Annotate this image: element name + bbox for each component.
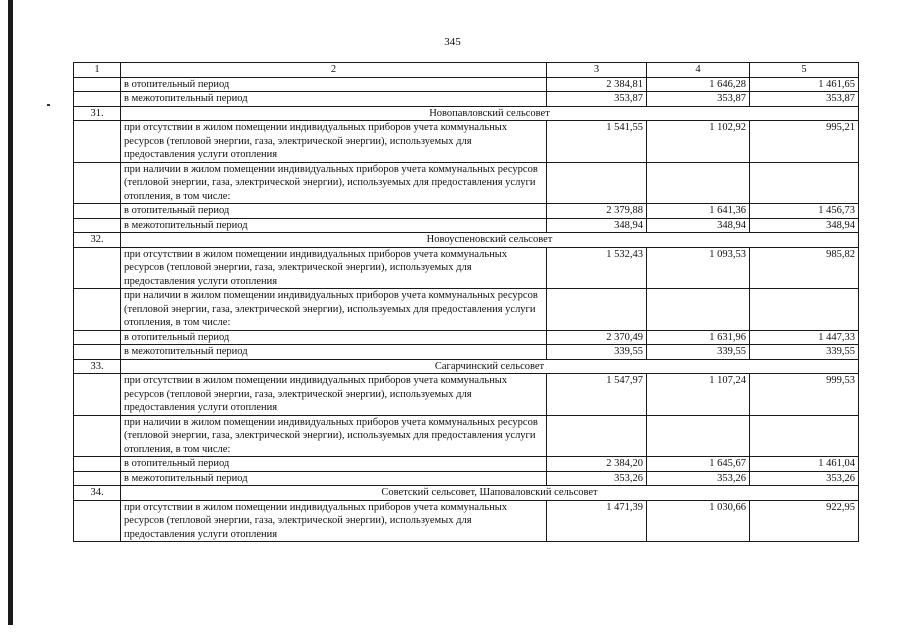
value-col-3: 2 384,20: [547, 457, 647, 472]
value-col-4: 1 646,28: [647, 77, 750, 92]
row-number-cell: [74, 162, 121, 204]
value-col-3: 1 541,55: [547, 121, 647, 163]
value-col-5: [750, 162, 859, 204]
value-col-5: [750, 289, 859, 331]
value-col-5: 1 461,04: [750, 457, 859, 472]
row-label: в межотопительный период: [121, 218, 547, 233]
value-col-3: [547, 162, 647, 204]
row-label: в межотопительный период: [121, 92, 547, 107]
column-header-2: 2: [121, 63, 547, 78]
table-row: [74, 330, 859, 345]
column-header-3: 3: [547, 63, 647, 78]
row-number-cell: [74, 247, 121, 289]
value-col-3: 353,87: [547, 92, 647, 107]
value-col-5: 995,21: [750, 121, 859, 163]
value-col-3: 1 547,97: [547, 374, 647, 416]
row-label: в отопительный период: [121, 330, 547, 345]
section-row: [74, 106, 859, 121]
section-title: Советский сельсовет, Шаповаловский сельсовет: [121, 486, 859, 501]
row-label: при отсутствии в жилом помещении индивидуальных приборов учета коммунальных ресурсов (тепловой энергии, газа, электрической энергии), используемых для предоставления услуги отопления: [121, 374, 547, 416]
table-row-block: [74, 374, 859, 416]
row-label: в межотопительный период: [121, 345, 547, 360]
row-label: при отсутствии в жилом помещении индивидуальных приборов учета коммунальных ресурсов (тепловой энергии, газа, электрической энергии), используемых для предоставления услуги отопления: [121, 121, 547, 163]
row-number-cell: [74, 92, 121, 107]
row-number-cell: [74, 500, 121, 542]
value-col-3: 2 370,49: [547, 330, 647, 345]
value-col-3: 348,94: [547, 218, 647, 233]
section-number: 31.: [74, 106, 121, 121]
value-col-4: 353,87: [647, 92, 750, 107]
value-col-4: [647, 289, 750, 331]
table-row: [74, 345, 859, 360]
value-col-4: [647, 415, 750, 457]
table-row-block: [74, 162, 859, 204]
row-label: при наличии в жилом помещении индивидуальных приборов учета коммунальных ресурсов (тепловой энергии, газа, электрической энергии), используемых для предоставления услуги отопления, в том числе:: [121, 415, 547, 457]
value-col-5: [750, 415, 859, 457]
row-label: при наличии в жилом помещении индивидуальных приборов учета коммунальных ресурсов (тепловой энергии, газа, электрической энергии), используемых для предоставления услуги отопления, в том числе:: [121, 289, 547, 331]
column-header-5: 5: [750, 63, 859, 78]
value-col-4: 348,94: [647, 218, 750, 233]
value-col-4: 1 102,92: [647, 121, 750, 163]
section-title: Новопавловский сельсовет: [121, 106, 859, 121]
table-row-block: [74, 289, 859, 331]
value-col-4: 1 631,96: [647, 330, 750, 345]
section-number: 34.: [74, 486, 121, 501]
row-number-cell: [74, 289, 121, 331]
section-title: Сагарчинский сельсовет: [121, 359, 859, 374]
value-col-3: [547, 415, 647, 457]
tariff-table: [73, 62, 859, 542]
table-row: [74, 204, 859, 219]
section-number: 33.: [74, 359, 121, 374]
value-col-5: 999,53: [750, 374, 859, 416]
value-col-3: 1 532,43: [547, 247, 647, 289]
row-label: в отопительный период: [121, 457, 547, 472]
value-col-4: 353,26: [647, 471, 750, 486]
value-col-3: 1 471,39: [547, 500, 647, 542]
value-col-3: 353,26: [547, 471, 647, 486]
value-col-4: 339,55: [647, 345, 750, 360]
page-number: 345: [444, 36, 461, 48]
row-number-cell: [74, 471, 121, 486]
value-col-5: 339,55: [750, 345, 859, 360]
table-row: [74, 471, 859, 486]
row-number-cell: [74, 345, 121, 360]
row-label: в отопительный период: [121, 204, 547, 219]
row-label: при наличии в жилом помещении индивидуальных приборов учета коммунальных ресурсов (тепловой энергии, газа, электрической энергии), используемых для предоставления услуги отопления, в том числе:: [121, 162, 547, 204]
row-label: при отсутствии в жилом помещении индивидуальных приборов учета коммунальных ресурсов (тепловой энергии, газа, электрической энергии), используемых для предоставления услуги отопления: [121, 500, 547, 542]
row-number-cell: [74, 330, 121, 345]
value-col-4: 1 645,67: [647, 457, 750, 472]
value-col-3: [547, 289, 647, 331]
section-row: [74, 486, 859, 501]
table-row: [74, 92, 859, 107]
value-col-4: [647, 162, 750, 204]
column-number-row: [74, 63, 859, 78]
value-col-5: 1 447,33: [750, 330, 859, 345]
row-label: в межотопительный период: [121, 471, 547, 486]
row-label: в отопительный период: [121, 77, 547, 92]
table-row-block: [74, 247, 859, 289]
column-header-1: 1: [74, 63, 121, 78]
row-number-cell: [74, 77, 121, 92]
value-col-5: 985,82: [750, 247, 859, 289]
row-number-cell: [74, 374, 121, 416]
row-number-cell: [74, 415, 121, 457]
value-col-5: 1 456,73: [750, 204, 859, 219]
row-number-cell: [74, 457, 121, 472]
value-col-4: 1 641,36: [647, 204, 750, 219]
row-number-cell: [74, 121, 121, 163]
value-col-3: 2 379,88: [547, 204, 647, 219]
value-col-4: 1 030,66: [647, 500, 750, 542]
table-row-block: [74, 121, 859, 163]
table-body: [74, 63, 859, 542]
section-number: 32.: [74, 233, 121, 248]
row-label: при отсутствии в жилом помещении индивидуальных приборов учета коммунальных ресурсов (тепловой энергии, газа, электрической энергии), используемых для предоставления услуги отопления: [121, 247, 547, 289]
value-col-5: 1 461,65: [750, 77, 859, 92]
section-title: Новоуспеновский сельсовет: [121, 233, 859, 248]
table-row-block: [74, 500, 859, 542]
value-col-3: 2 384,81: [547, 77, 647, 92]
value-col-4: 1 107,24: [647, 374, 750, 416]
row-number-cell: [74, 204, 121, 219]
scan-edge-bar: [8, 0, 13, 625]
value-col-5: 353,87: [750, 92, 859, 107]
scan-speck: [47, 104, 50, 106]
value-col-5: 922,95: [750, 500, 859, 542]
section-row: [74, 359, 859, 374]
section-row: [74, 233, 859, 248]
value-col-5: 353,26: [750, 471, 859, 486]
value-col-3: 339,55: [547, 345, 647, 360]
column-header-4: 4: [647, 63, 750, 78]
row-number-cell: [74, 218, 121, 233]
value-col-4: 1 093,53: [647, 247, 750, 289]
table-row: [74, 77, 859, 92]
value-col-5: 348,94: [750, 218, 859, 233]
table-row: [74, 457, 859, 472]
table-row-block: [74, 415, 859, 457]
table-row: [74, 218, 859, 233]
